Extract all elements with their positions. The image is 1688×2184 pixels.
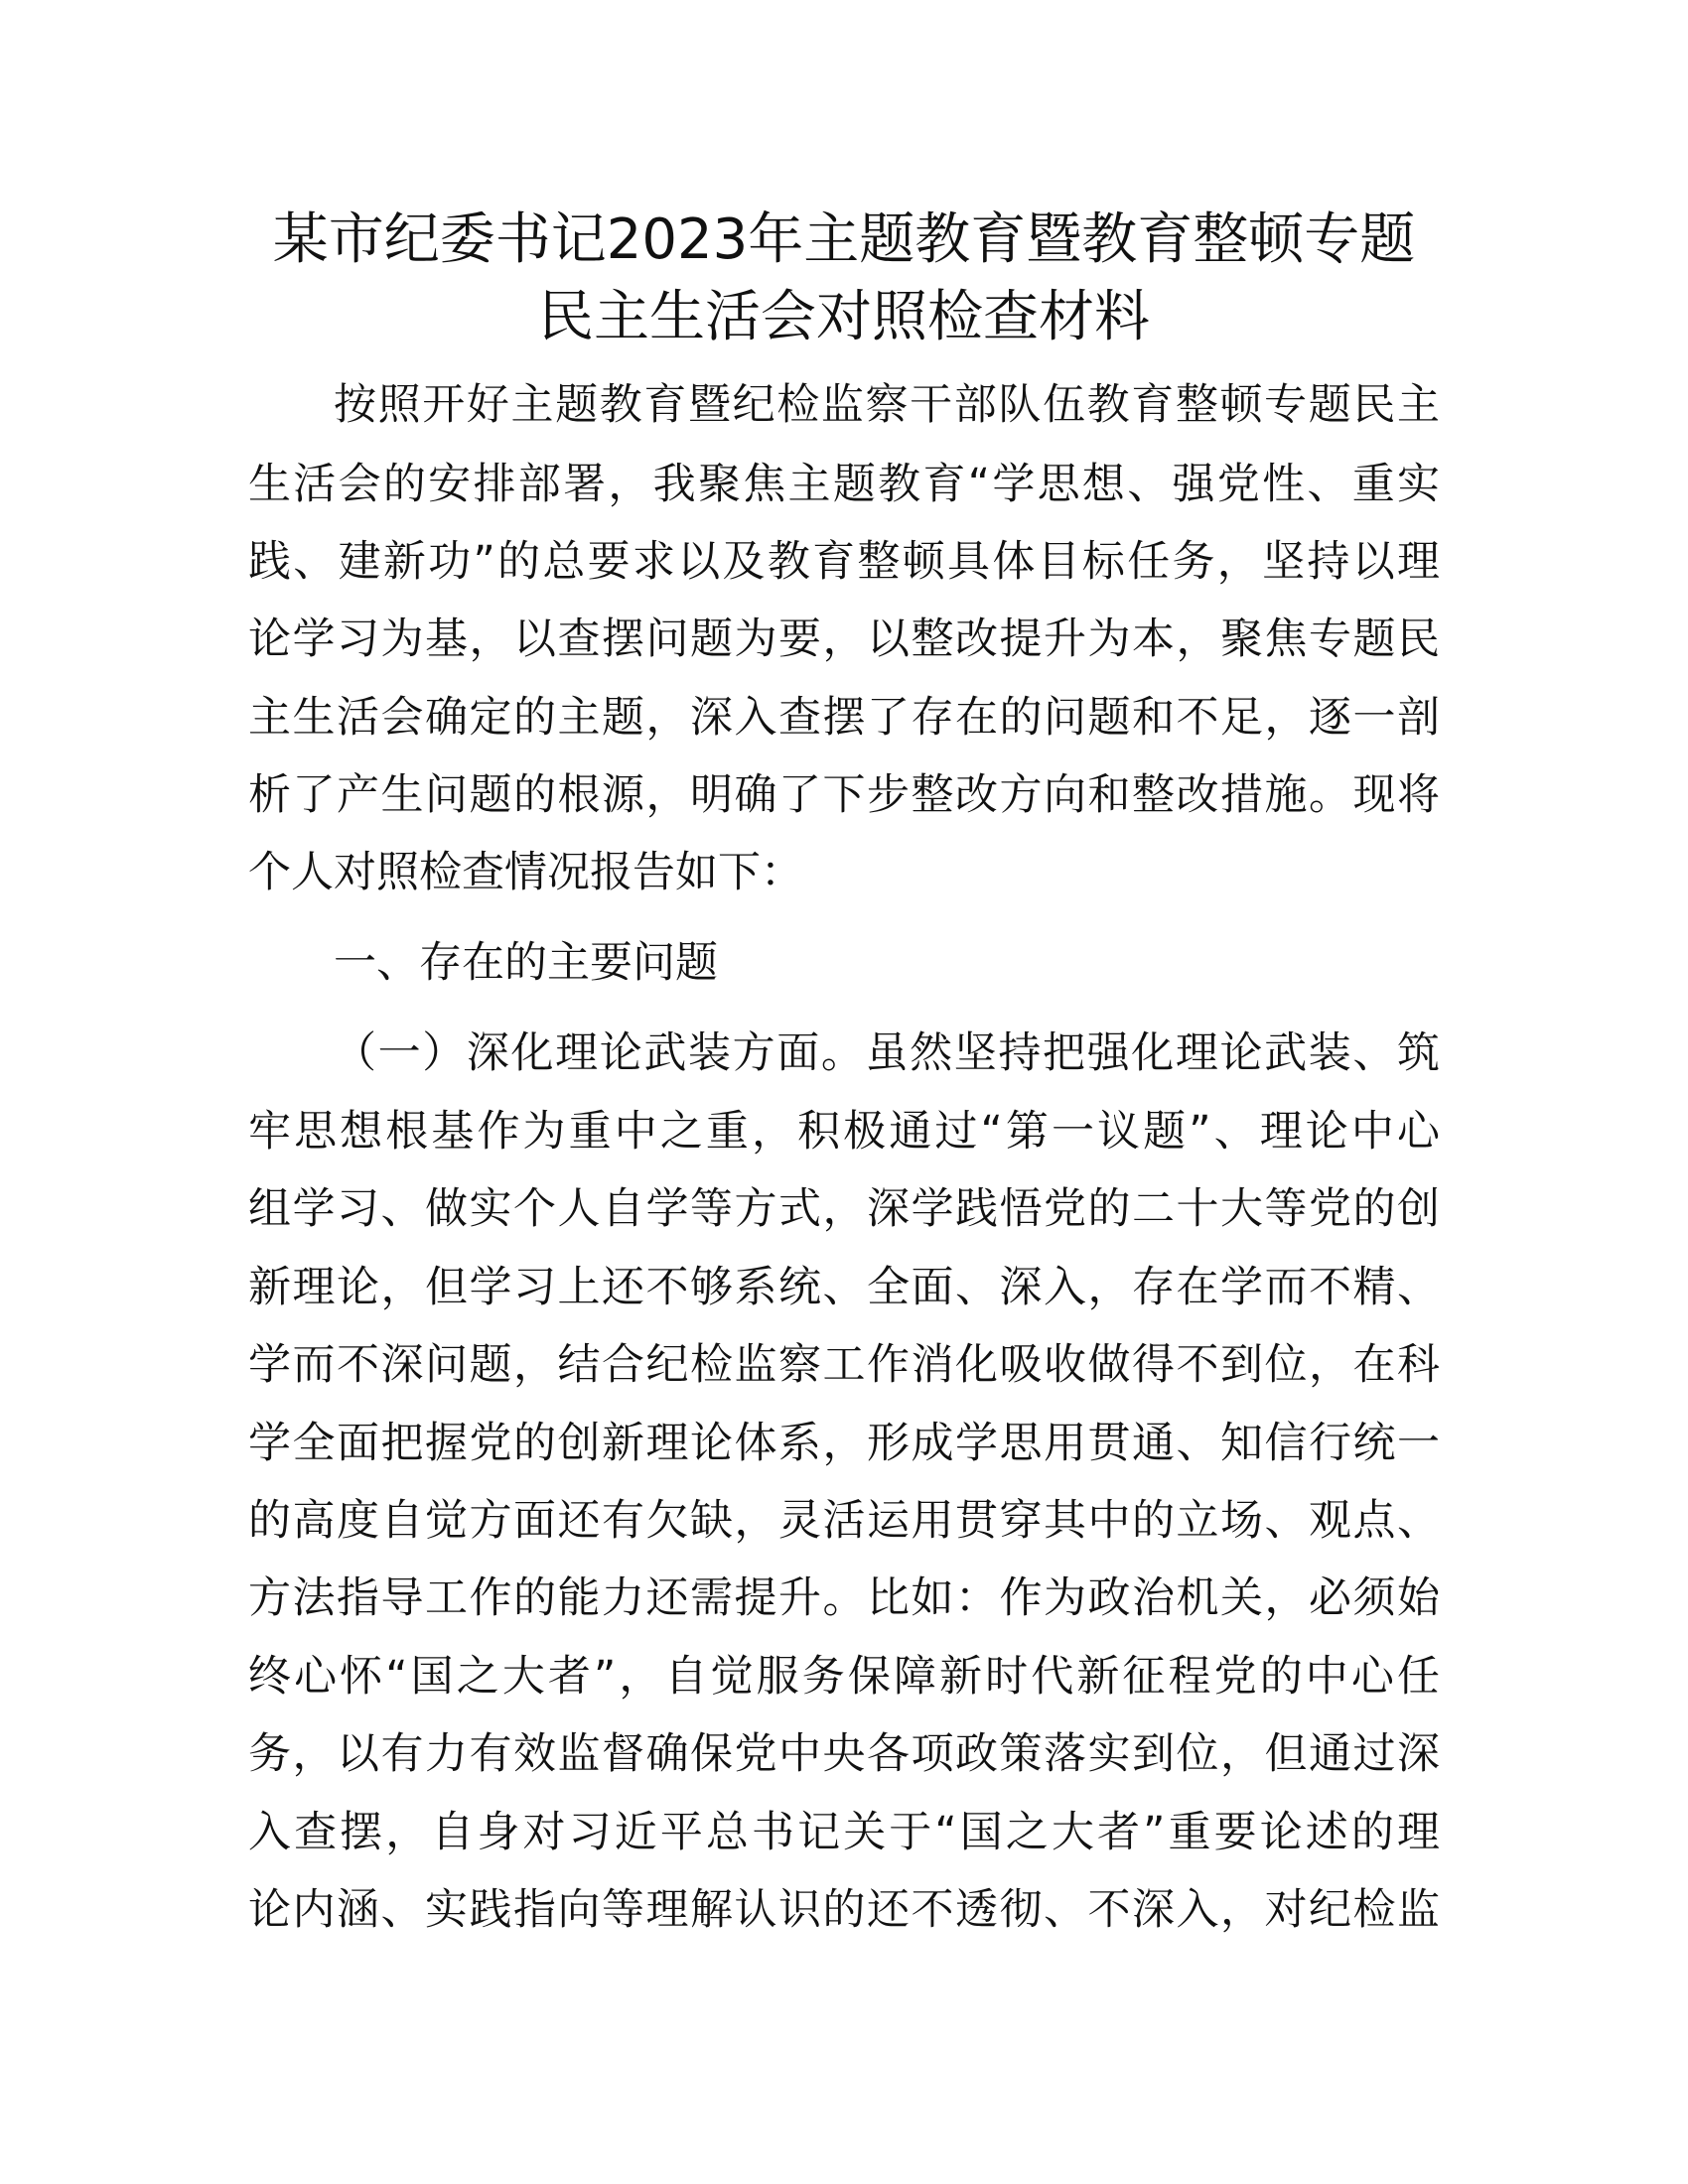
paragraph-line: 入查摆，自身对习近平总书记关于“国之大者”重要论述的理 <box>248 1808 1440 1857</box>
paragraph-line: 学而不深问题，结合纪检监察工作消化吸收做得不到位，在科 <box>248 1340 1440 1390</box>
paragraph-line: （一）深化理论武装方面。虽然坚持把强化理论武装、筑 <box>334 1028 1440 1078</box>
paragraph-line: 组学习、做实个人自学等方式，深学践悟党的二十大等党的创 <box>248 1184 1440 1234</box>
paragraph-line: 新理论，但学习上还不够系统、全面、深入，存在学而不精、 <box>248 1263 1440 1312</box>
paragraph-line: 践、建新功”的总要求以及教育整顿具体目标任务，坚持以理 <box>248 537 1440 587</box>
paragraph-line: 的高度自觉方面还有欠缺，灵活运用贯穿其中的立场、观点、 <box>248 1496 1440 1546</box>
paragraph-line: 个人对照检查情况报告如下： <box>248 848 803 897</box>
paragraph-line: 务，以有力有效监督确保党中央各项政策落实到位，但通过深 <box>248 1729 1440 1779</box>
paragraph-line: 生活会的安排部署，我聚焦主题教育“学思想、强党性、重实 <box>248 460 1440 509</box>
paragraph-line: 析了产生问题的根源，明确了下步整改方向和整改措施。现将 <box>248 770 1440 820</box>
paragraph-line: 论学习为基，以查摆问题为要，以整改提升为本，聚焦专题民 <box>248 614 1440 664</box>
section-heading: 一、存在的主要问题 <box>334 938 718 988</box>
paragraph-line: 牢思想根基作为重中之重，积极通过“第一议题”、理论中心 <box>248 1107 1440 1157</box>
paragraph-line: 终心怀“国之大者”，自觉服务保障新时代新征程党的中心任 <box>248 1652 1440 1702</box>
paragraph-line: 主生活会确定的主题，深入查摆了存在的问题和不足，逐一剖 <box>248 693 1440 743</box>
paragraph-line: 按照开好主题教育暨纪检监察干部队伍教育整顿专题民主 <box>334 380 1440 430</box>
paragraph-line: 论内涵、实践指向等理解认识的还不透彻、不深入，对纪检监 <box>248 1885 1440 1935</box>
paragraph-line: 方法指导工作的能力还需提升。比如：作为政治机关，必须始 <box>248 1573 1440 1623</box>
document-title-line-2: 民主生活会对照检查材料 <box>538 285 1150 349</box>
document-title-line-1: 某市纪委书记2023年主题教育暨教育整顿专题 <box>272 207 1416 272</box>
paragraph-line: 学全面把握党的创新理论体系，形成学思用贯通、知信行统一 <box>248 1419 1440 1468</box>
